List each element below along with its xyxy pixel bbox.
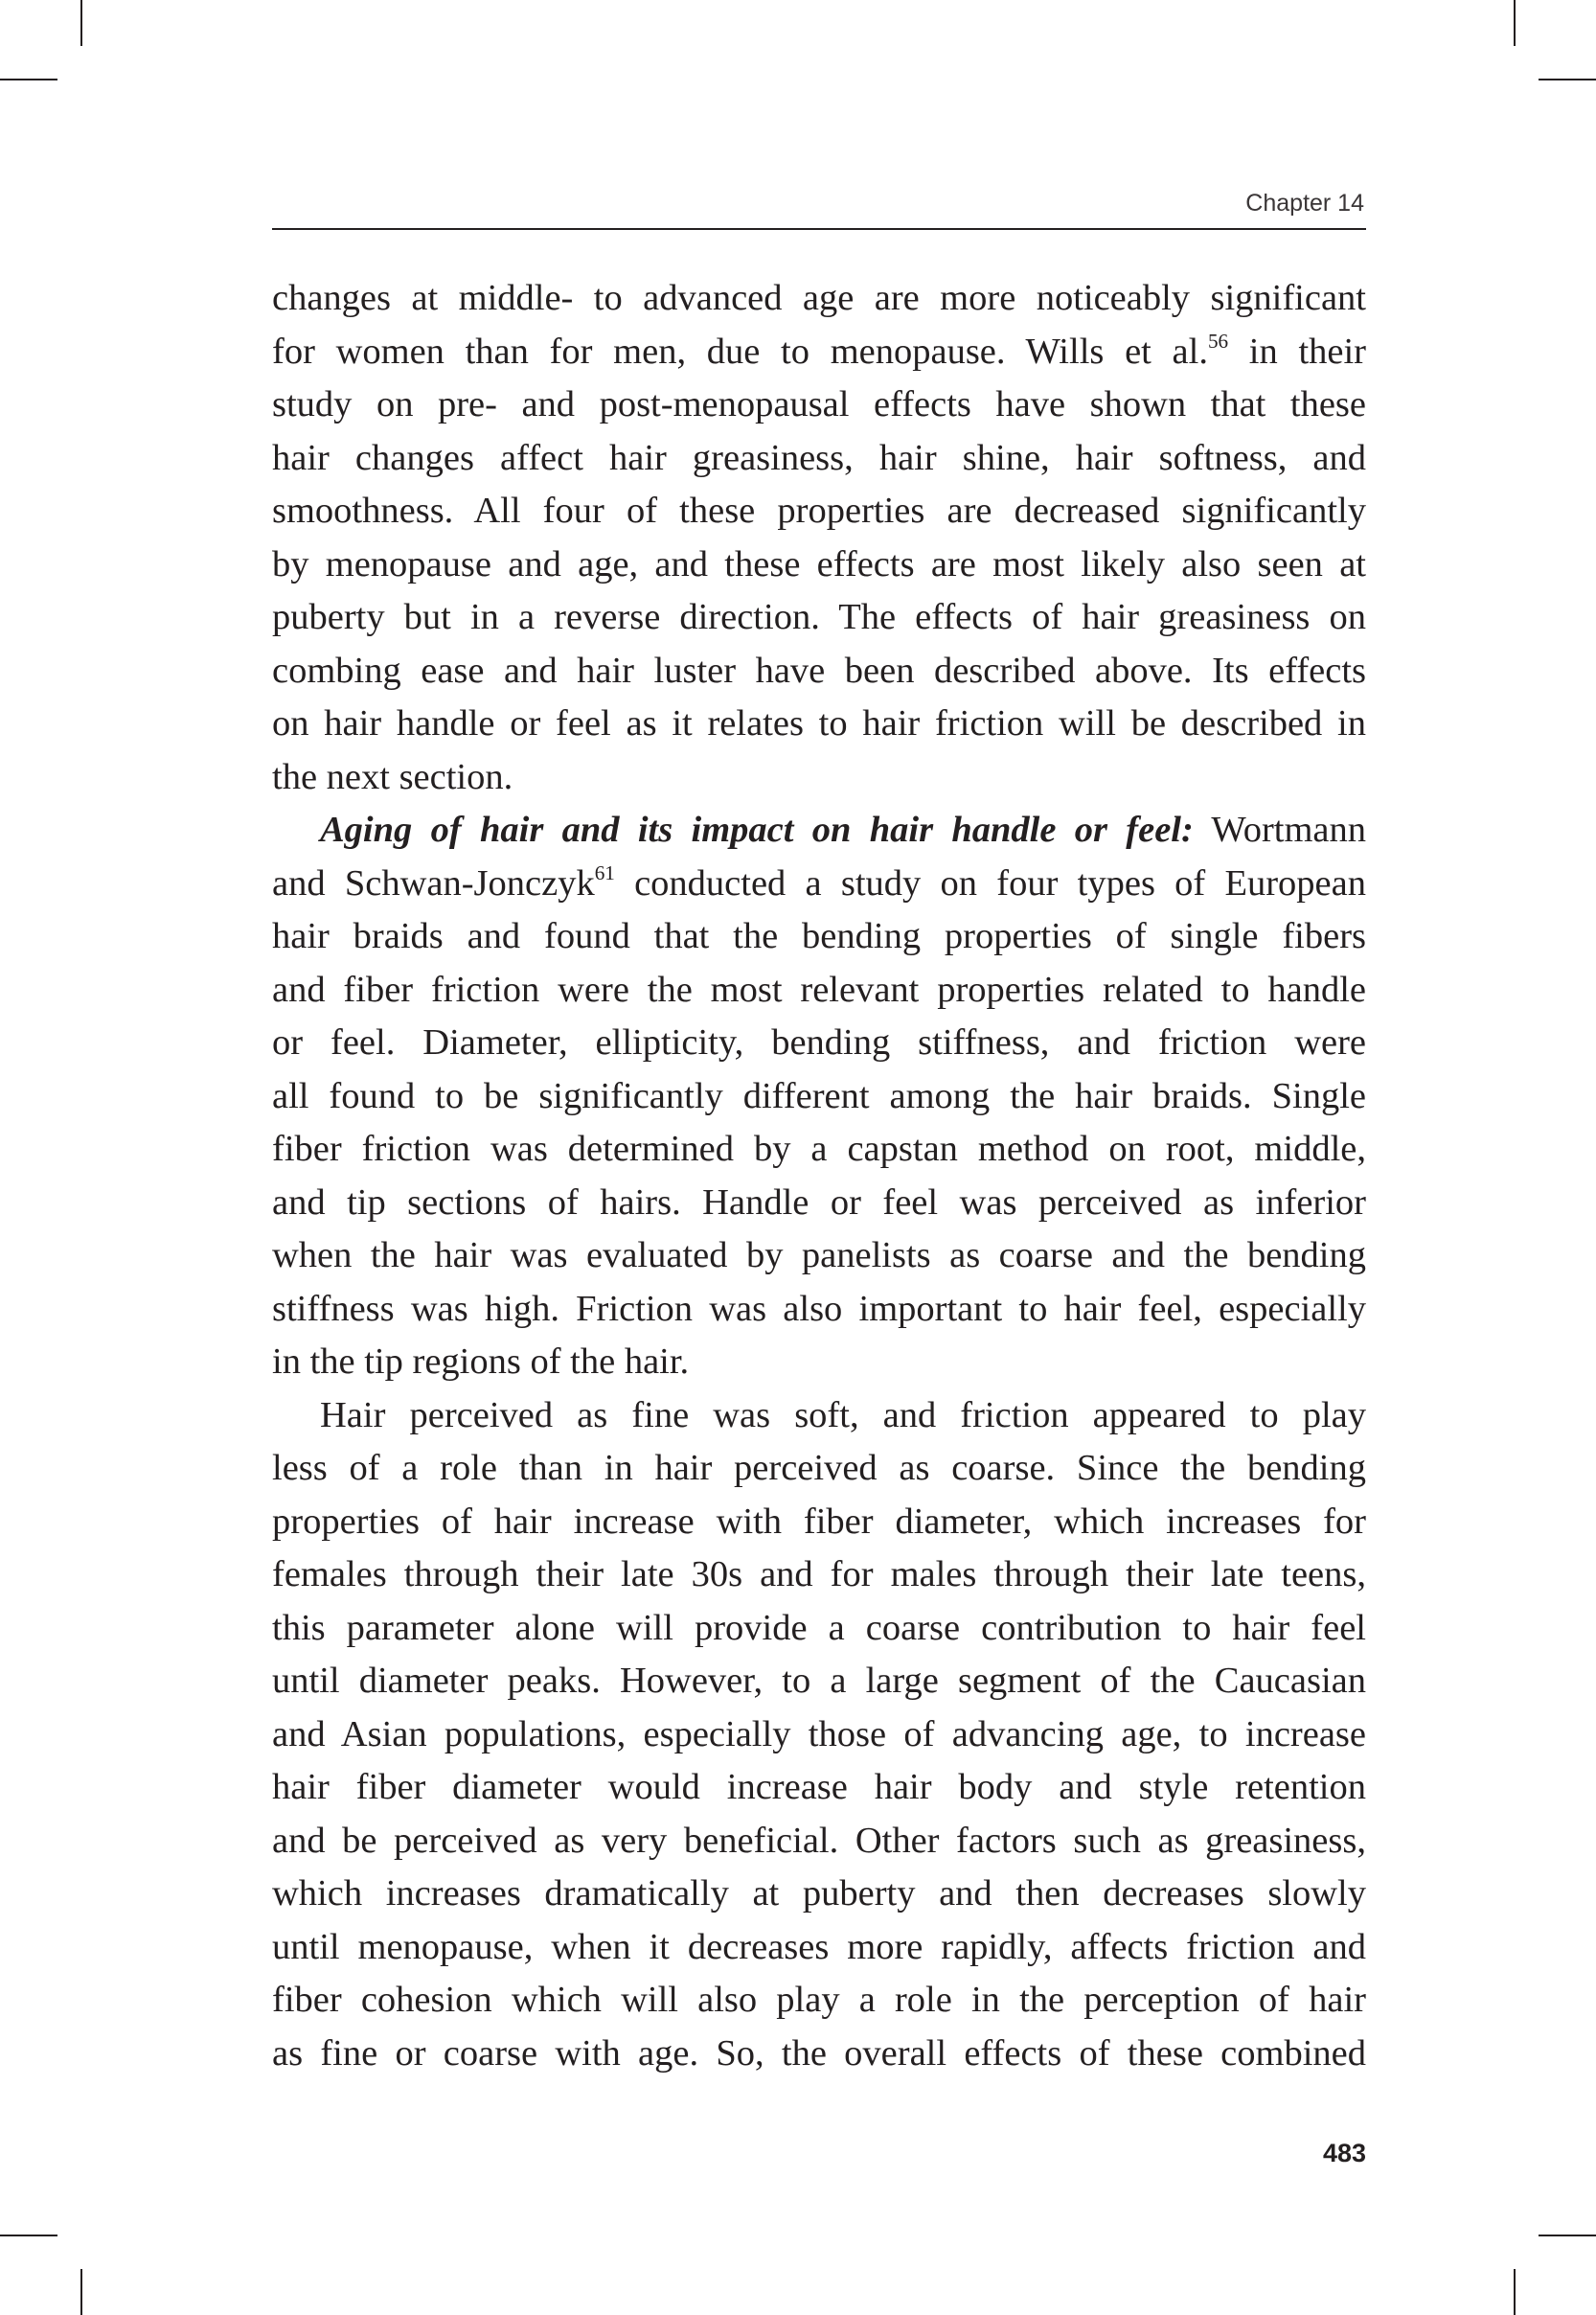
text-line [272, 1708, 1366, 1762]
crop-mark-bottom-right [1514, 2269, 1516, 2315]
citation: 61 [594, 860, 615, 884]
text-line [272, 1655, 1366, 1708]
text-line [272, 539, 1366, 592]
text-line [272, 1496, 1366, 1549]
line-text: conducted a study on four types of European [614, 862, 1366, 904]
crop-mark-top-right-h [1539, 79, 1596, 80]
text-line [272, 1761, 1366, 1815]
line-text: Hair perceived as fine was soft, and friction appeared to play [320, 1394, 1366, 1435]
text-line [272, 1974, 1366, 2028]
line-text: as fine or coarse with age. So, the overall effects of these combined [272, 2032, 1366, 2074]
text-line [272, 698, 1366, 751]
line-text: and tip sections of hairs. Handle or feel was perceived as inferior [272, 1181, 1366, 1223]
line-text: hair braids and found that the bending properties of single fibers [272, 916, 1366, 956]
line-text: fiber friction was determined by a capstan method on root, middle, [272, 1129, 1366, 1169]
text-line [272, 1548, 1366, 1602]
line-text: until menopause, when it decreases more rapidly, affects friction and [272, 1926, 1366, 1967]
text-line [272, 1229, 1366, 1283]
text-line [272, 1177, 1366, 1230]
text-line [272, 645, 1366, 699]
text-line [272, 432, 1366, 486]
crop-mark-bottom-left-h [0, 2235, 57, 2236]
running-header [272, 188, 1366, 230]
text-line [272, 1389, 1366, 1443]
text-line [272, 964, 1366, 1018]
line-text: or feel. Diameter, ellipticity, bending stiffness, and friction were [272, 1022, 1366, 1063]
text-line [272, 910, 1366, 964]
text-line [272, 326, 1366, 379]
paragraph-2-lines [272, 910, 1366, 1389]
line-text: for women than for men, due to menopause. Wills et al. [272, 331, 1208, 372]
text-line [272, 1868, 1366, 1921]
line-text: stiffness was high. Friction was also important to hair feel, especially [272, 1288, 1366, 1329]
line-text: all found to be significantly different among the hair braids. Single [272, 1075, 1366, 1116]
line-text: and Schwan-Jonczyk [272, 862, 595, 904]
line-text: hair changes affect hair greasiness, hair shine, hair softness, and [272, 437, 1366, 478]
crop-mark-bottom-left [80, 2269, 82, 2315]
text-line [272, 858, 1366, 911]
text-line [272, 378, 1366, 432]
text-line [272, 1336, 1366, 1389]
crop-mark-top-left-h [0, 79, 57, 80]
text-line [272, 272, 1366, 326]
page-number: 483 [1322, 2139, 1366, 2167]
line-text: on hair handle or feel as it relates to hair friction will be described in [272, 703, 1366, 744]
line-text: combing ease and hair luster have been described above. Its effects [272, 650, 1366, 691]
text-line [272, 751, 1366, 805]
run-in-heading: Aging of hair and its impact on hair handle or feel: [320, 810, 1194, 850]
line-text: hair fiber diameter would increase hair body and style retention [272, 1767, 1366, 1807]
line-text: fiber cohesion which will also play a role in the perception of hair [272, 1980, 1366, 2020]
paragraph-2 [272, 804, 1366, 1389]
text-line [272, 804, 1366, 858]
paragraph-3 [272, 1389, 1366, 2081]
text-line [272, 1070, 1366, 1124]
line-text: less of a role than in hair perceived as coarse. Since the bending [272, 1448, 1366, 1488]
citation: 56 [1207, 329, 1229, 353]
line-text: Wortmann [1193, 810, 1366, 850]
body-text [272, 272, 1366, 2080]
text-line [272, 1123, 1366, 1177]
chapter-label: Chapter 14 [1245, 190, 1364, 217]
line-text: in their [1228, 331, 1366, 372]
crop-mark-top-right [1514, 0, 1516, 46]
line-text: properties of hair increase with fiber diameter, which increases for [272, 1501, 1366, 1542]
line-text: by menopause and age, and these effects are most likely also seen at [272, 543, 1366, 584]
line-text: which increases dramatically at puberty and then decreases slowly [272, 1873, 1366, 1914]
crop-mark-bottom-right-h [1539, 2235, 1596, 2236]
text-line [272, 1602, 1366, 1656]
line-text: when the hair was evaluated by panelists as coarse and the bending [272, 1235, 1366, 1275]
text-line [272, 485, 1366, 539]
line-text: until diameter peaks. However, to a large segment of the Caucasian [272, 1661, 1366, 1701]
line-text: and be perceived as very beneficial. Other factors such as greasiness, [272, 1820, 1366, 1861]
line-text: and fiber friction were the most relevant properties related to handle [272, 969, 1366, 1010]
line-text: and Asian populations, especially those of advancing age, to increase [272, 1713, 1366, 1754]
line-text: in the tip regions of the hair. [272, 1341, 690, 1382]
line-text: changes at middle- to advanced age are more noticeably significant [272, 278, 1366, 318]
paragraph-1 [272, 272, 1366, 804]
text-line [272, 1283, 1366, 1337]
text-line [272, 1815, 1366, 1868]
crop-mark-top-left [80, 0, 82, 46]
text-line [272, 1442, 1366, 1496]
text-line [272, 591, 1366, 645]
text-line [272, 1017, 1366, 1070]
line-text: smoothness. All four of these properties are decreased significantly [272, 491, 1366, 531]
line-text: puberty but in a reverse direction. The effects of hair greasiness on [272, 597, 1366, 637]
line-text: females through their late 30s and for males through their late teens, [272, 1554, 1366, 1594]
line-text: study on pre- and post-menopausal effects have shown that these [272, 384, 1366, 424]
text-line [272, 2028, 1366, 2081]
text-line [272, 1921, 1366, 1975]
line-text: this parameter alone will provide a coarse contribution to hair feel [272, 1607, 1366, 1648]
line-text: the next section. [272, 756, 513, 797]
